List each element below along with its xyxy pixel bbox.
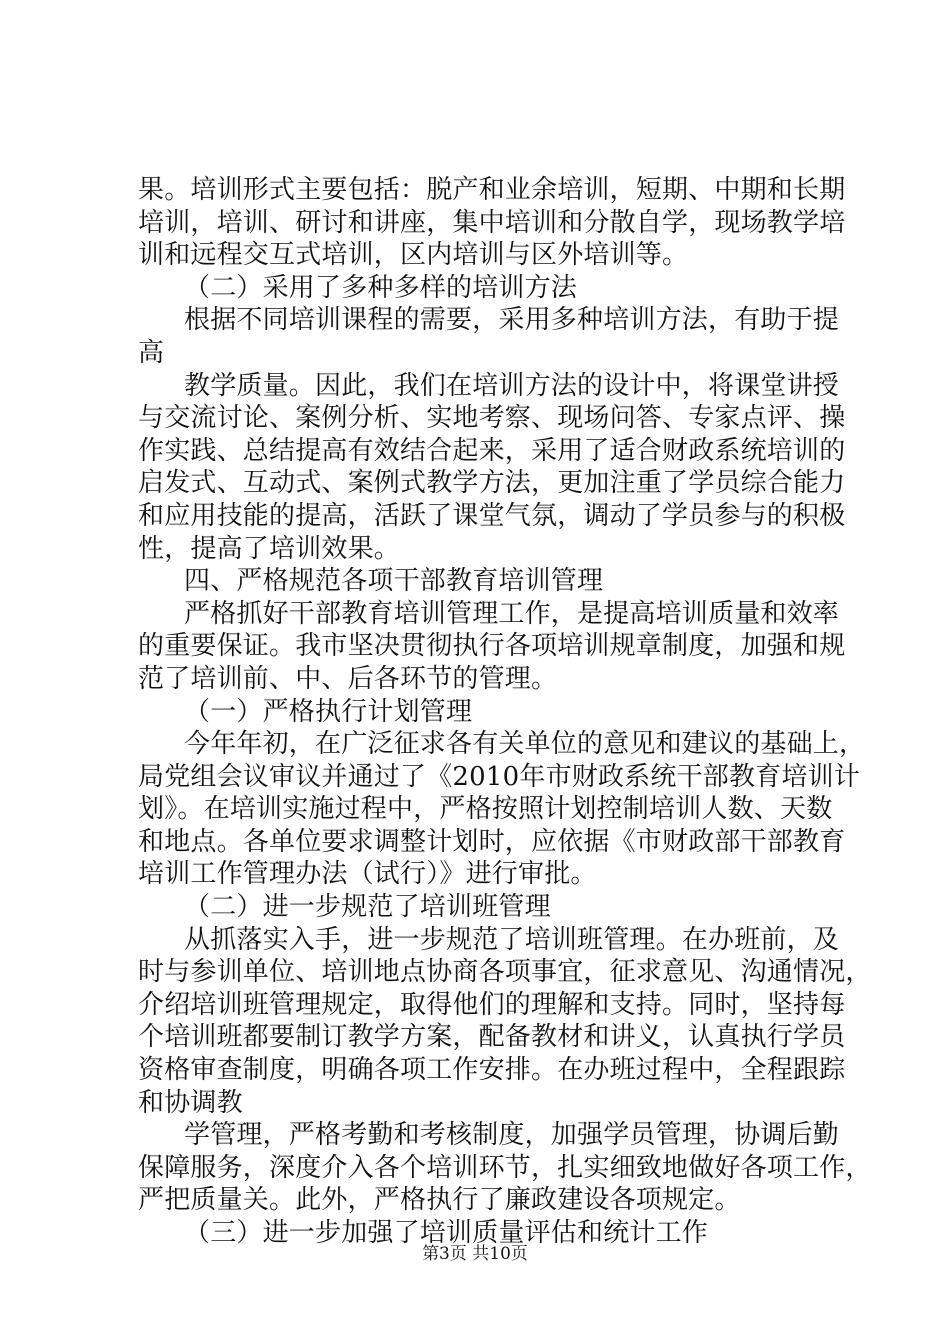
text-line: 划》。在培训实施过程中，严格按照计划控制培训人数、天数	[138, 794, 833, 825]
text-line: 局党组会议审议并通过了《2010年市财政系统干部教育培训计	[138, 761, 860, 792]
text-line: 教学质量。因此，我们在培训方法的设计中，将课堂讲授	[184, 370, 840, 401]
text-line: 和地点。各单位要求调整计划时，应依据《市财政部干部教育	[138, 826, 846, 857]
text-line: 作实践、总结提高有效结合起来，采用了适合财政系统培训的	[138, 435, 846, 466]
text-line: 严把质量关。此外，严格执行了廉政建设各项规定。	[138, 1185, 741, 1216]
text-line: 介绍培训班管理规定，取得他们的理解和支持。同时，坚持每	[138, 989, 846, 1020]
text-line: 保障服务，深度介入各个培训环节，扎实细致地做好各项工作，	[138, 1152, 872, 1183]
text-line: 严格抓好干部教育培训管理工作，是提高培训质量和效率	[184, 598, 840, 629]
text-line: 训和远程交互式培训，区内培训与区外培训等。	[138, 240, 689, 271]
document-body	[138, 174, 872, 1250]
text-line: 学管理，严格考勤和考核制度，加强学员管理，协调后勤	[184, 1120, 840, 1151]
text-line: 根据不同培训课程的需要，采用多种培训方法，有助于提	[184, 305, 840, 336]
text-line: 时与参训单位、培训地点协商各项事宜，征求意见、沟通情况，	[138, 957, 872, 988]
text-line: 范了培训前、中、后各环节的管理。	[138, 663, 558, 694]
text-line: （二）进一步规范了培训班管理	[184, 892, 551, 923]
text-line: 果。培训形式主要包括：脱产和业余培训，短期、中期和长期	[138, 175, 846, 205]
page-footer: 第3页 共10页	[422, 1244, 528, 1264]
text-line: （三）进一步加强了培训质量评估和统计工作	[184, 1218, 709, 1248]
text-line: （二）采用了多种多样的培训方法	[184, 272, 578, 303]
text-line: 培训工作管理办法（试行）》进行审批。	[138, 859, 597, 890]
text-line: （一）严格执行计划管理	[184, 696, 473, 727]
text-line: 和应用技能的提高，活跃了课堂气氛，调动了学员参与的积极	[138, 500, 846, 531]
text-line: 与交流讨论、案例分析、实地考察、现场问答、专家点评、操	[138, 403, 846, 434]
text-line: 从抓落实入手，进一步规范了培训班管理。在办班前，及	[184, 924, 840, 955]
text-line: 今年年初，在广泛征求各有关单位的意见和建议的基础上，	[184, 729, 866, 760]
text-line: 的重要保证。我市坚决贯彻执行各项培训规章制度，加强和规	[138, 631, 846, 662]
text-line: 和协调教	[138, 1087, 243, 1118]
text-line: 启发式、互动式、案例式教学方法，更加注重了学员综合能力	[138, 468, 846, 499]
text-line: 培训，培训、研讨和讲座，集中培训和分散自学，现场教学培	[138, 207, 846, 238]
text-line: 个培训班都要制订教学方案，配备教材和讲义，认真执行学员	[138, 1022, 846, 1053]
text-line: 资格审查制度，明确各项工作安排。在办班过程中，全程跟踪	[138, 1055, 846, 1086]
text-line: 高	[138, 337, 165, 368]
text-line: 四、严格规范各项干部教育培训管理	[184, 566, 604, 597]
text-line: 性，提高了培训效果。	[138, 533, 401, 564]
